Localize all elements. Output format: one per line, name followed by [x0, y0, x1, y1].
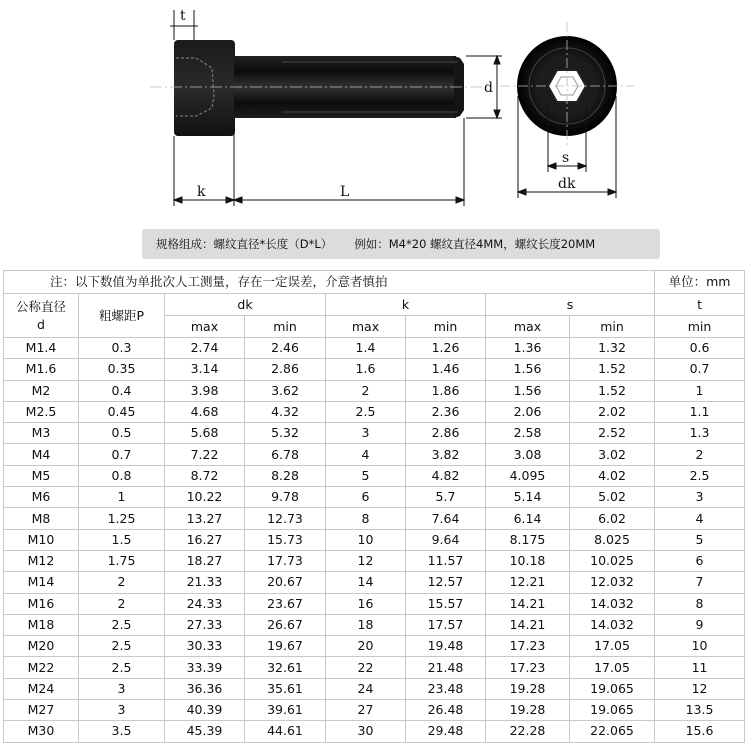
cell-dk-max: 2.74	[165, 338, 245, 359]
cell-dk-max: 27.33	[165, 614, 245, 635]
cell-dk-min: 9.78	[245, 487, 326, 508]
cell-dk-min: 2.86	[245, 359, 326, 380]
cell-s-min: 3.02	[570, 444, 655, 465]
cell-d: M22	[4, 657, 79, 678]
cell-s-min: 6.02	[570, 508, 655, 529]
cell-t-min: 0.7	[655, 359, 745, 380]
subheader-t-min: min	[655, 316, 745, 338]
cell-d: M30	[4, 721, 79, 742]
cell-t-min: 6	[655, 550, 745, 571]
table-row	[4, 614, 745, 635]
cell-k-max: 2.5	[326, 401, 406, 422]
cell-pitch: 2	[79, 593, 165, 614]
cell-s-max: 19.28	[486, 678, 570, 699]
screw-head	[174, 40, 235, 136]
cell-s-min: 14.032	[570, 614, 655, 635]
cell-s-max: 2.58	[486, 423, 570, 444]
label-L: L	[340, 184, 350, 200]
cell-s-min: 5.02	[570, 487, 655, 508]
cell-k-min: 29.48	[406, 721, 486, 742]
cell-k-max: 6	[326, 487, 406, 508]
cell-pitch: 2.5	[79, 614, 165, 635]
cell-dk-max: 45.39	[165, 721, 245, 742]
cell-k-min: 1.46	[406, 359, 486, 380]
cell-s-min: 1.32	[570, 338, 655, 359]
header-s: s	[486, 294, 655, 316]
cell-d: M24	[4, 678, 79, 699]
cell-k-min: 19.48	[406, 636, 486, 657]
cell-d: M2	[4, 380, 79, 401]
cell-dk-max: 16.27	[165, 529, 245, 550]
cell-pitch: 0.7	[79, 444, 165, 465]
cell-pitch: 3	[79, 700, 165, 721]
header-row	[4, 294, 745, 316]
cell-pitch: 2.5	[79, 636, 165, 657]
cell-k-max: 1.6	[326, 359, 406, 380]
cell-k-min: 11.57	[406, 550, 486, 571]
cell-k-min: 15.57	[406, 593, 486, 614]
table-row	[4, 359, 745, 380]
cell-dk-min: 8.28	[245, 465, 326, 486]
cell-d: M14	[4, 572, 79, 593]
cell-d: M2.5	[4, 401, 79, 422]
label-d: d	[484, 80, 493, 96]
cell-s-max: 8.175	[486, 529, 570, 550]
cell-dk-max: 33.39	[165, 657, 245, 678]
cell-dk-min: 2.46	[245, 338, 326, 359]
cell-pitch: 0.3	[79, 338, 165, 359]
cell-dk-min: 6.78	[245, 444, 326, 465]
cell-k-min: 2.36	[406, 401, 486, 422]
cell-pitch: 1.25	[79, 508, 165, 529]
table-row	[4, 721, 745, 742]
label-t: t	[180, 8, 186, 24]
cell-k-min: 1.26	[406, 338, 486, 359]
cell-s-max: 1.56	[486, 359, 570, 380]
cell-d: M16	[4, 593, 79, 614]
cell-t-min: 7	[655, 572, 745, 593]
cell-dk-max: 8.72	[165, 465, 245, 486]
cell-pitch: 2	[79, 572, 165, 593]
cell-d: M27	[4, 700, 79, 721]
cell-pitch: 0.8	[79, 465, 165, 486]
cell-k-max: 3	[326, 423, 406, 444]
cell-s-min: 12.032	[570, 572, 655, 593]
cell-k-max: 14	[326, 572, 406, 593]
screw-end-view	[500, 22, 634, 146]
table-row	[4, 423, 745, 444]
cell-dk-min: 20.67	[245, 572, 326, 593]
subheader-s-max: max	[486, 316, 570, 338]
cell-k-max: 20	[326, 636, 406, 657]
table-row	[4, 550, 745, 571]
cell-dk-max: 10.22	[165, 487, 245, 508]
cell-pitch: 3.5	[79, 721, 165, 742]
cell-s-max: 3.08	[486, 444, 570, 465]
cell-t-min: 8	[655, 593, 745, 614]
table-row	[4, 678, 745, 699]
cell-k-max: 24	[326, 678, 406, 699]
cell-k-max: 10	[326, 529, 406, 550]
cell-d: M18	[4, 614, 79, 635]
spec-caption	[142, 229, 660, 259]
cell-d: M3	[4, 423, 79, 444]
table-row	[4, 700, 745, 721]
cell-k-min: 12.57	[406, 572, 486, 593]
cell-k-max: 1.4	[326, 338, 406, 359]
cell-pitch: 0.35	[79, 359, 165, 380]
cell-k-max: 22	[326, 657, 406, 678]
cell-t-min: 12	[655, 678, 745, 699]
cell-k-min: 5.7	[406, 487, 486, 508]
cell-s-min: 17.05	[570, 657, 655, 678]
cell-s-min: 2.02	[570, 401, 655, 422]
table-row	[4, 508, 745, 529]
cell-dk-min: 3.62	[245, 380, 326, 401]
cell-t-min: 1.1	[655, 401, 745, 422]
cell-dk-max: 36.36	[165, 678, 245, 699]
cell-t-min: 2	[655, 444, 745, 465]
table-row	[4, 465, 745, 486]
subheader-k-min: min	[406, 316, 486, 338]
label-s: s	[562, 150, 570, 166]
cell-k-min: 7.64	[406, 508, 486, 529]
cell-dk-min: 15.73	[245, 529, 326, 550]
spec-format-text: 规格组成：螺纹直径*长度（D*L）	[156, 237, 333, 251]
cell-s-max: 4.095	[486, 465, 570, 486]
cell-pitch: 1	[79, 487, 165, 508]
header-d-line1: 公称直径	[15, 298, 66, 314]
cell-pitch: 0.4	[79, 380, 165, 401]
cell-s-min: 8.025	[570, 529, 655, 550]
cell-s-max: 17.23	[486, 636, 570, 657]
cell-s-min: 4.02	[570, 465, 655, 486]
table-row	[4, 529, 745, 550]
cell-k-max: 12	[326, 550, 406, 571]
cell-t-min: 13.5	[655, 700, 745, 721]
header-nominal-diameter	[4, 294, 79, 338]
cell-t-min: 15.6	[655, 721, 745, 742]
table-row	[4, 444, 745, 465]
cell-dk-min: 32.61	[245, 657, 326, 678]
cell-d: M12	[4, 550, 79, 571]
cell-t-min: 11	[655, 657, 745, 678]
cell-d: M1.6	[4, 359, 79, 380]
cell-d: M10	[4, 529, 79, 550]
cell-k-min: 26.48	[406, 700, 486, 721]
cell-k-min: 3.82	[406, 444, 486, 465]
cell-d: M6	[4, 487, 79, 508]
spec-table	[3, 270, 745, 743]
table-row	[4, 380, 745, 401]
table-row	[4, 636, 745, 657]
header-t: t	[655, 294, 745, 316]
cell-s-min: 1.52	[570, 359, 655, 380]
table-row	[4, 401, 745, 422]
cell-k-max: 18	[326, 614, 406, 635]
table-row	[4, 338, 745, 359]
cell-t-min: 1	[655, 380, 745, 401]
cell-d: M5	[4, 465, 79, 486]
subheader-s-min: min	[570, 316, 655, 338]
cell-k-min: 17.57	[406, 614, 486, 635]
subheader-k-max: max	[326, 316, 406, 338]
cell-d: M20	[4, 636, 79, 657]
subheader-dk-min: min	[245, 316, 326, 338]
cell-s-max: 2.06	[486, 401, 570, 422]
cell-s-max: 5.14	[486, 487, 570, 508]
table-row	[4, 487, 745, 508]
cell-k-max: 8	[326, 508, 406, 529]
cell-dk-min: 44.61	[245, 721, 326, 742]
header-pitch: 粗螺距P	[79, 294, 165, 338]
unit-label: 单位：mm	[655, 271, 745, 294]
cell-dk-min: 23.67	[245, 593, 326, 614]
cell-dk-max: 24.33	[165, 593, 245, 614]
subheader-dk-max: max	[165, 316, 245, 338]
cell-k-min: 4.82	[406, 465, 486, 486]
note-row	[4, 271, 745, 294]
cell-dk-max: 3.14	[165, 359, 245, 380]
cell-d: M4	[4, 444, 79, 465]
cell-t-min: 10	[655, 636, 745, 657]
cell-s-max: 14.21	[486, 593, 570, 614]
cell-d: M8	[4, 508, 79, 529]
cell-s-max: 10.18	[486, 550, 570, 571]
cell-s-min: 2.52	[570, 423, 655, 444]
cell-s-min: 19.065	[570, 678, 655, 699]
cell-s-min: 19.065	[570, 700, 655, 721]
cell-dk-max: 3.98	[165, 380, 245, 401]
table-row	[4, 572, 745, 593]
cell-s-max: 22.28	[486, 721, 570, 742]
cell-s-min: 10.025	[570, 550, 655, 571]
spec-example-text: 例如：M4*20 螺纹直径4MM，螺纹长度20MM	[354, 237, 596, 251]
header-k: k	[326, 294, 486, 316]
cell-t-min: 1.3	[655, 423, 745, 444]
cell-s-max: 1.36	[486, 338, 570, 359]
cell-k-min: 2.86	[406, 423, 486, 444]
cell-dk-max: 18.27	[165, 550, 245, 571]
cell-dk-min: 19.67	[245, 636, 326, 657]
cell-dk-min: 35.61	[245, 678, 326, 699]
cell-k-min: 1.86	[406, 380, 486, 401]
cell-pitch: 0.45	[79, 401, 165, 422]
cell-k-max: 30	[326, 721, 406, 742]
cell-dk-max: 5.68	[165, 423, 245, 444]
cell-t-min: 4	[655, 508, 745, 529]
cell-s-min: 1.52	[570, 380, 655, 401]
cell-dk-max: 4.68	[165, 401, 245, 422]
cell-t-min: 3	[655, 487, 745, 508]
cell-s-min: 14.032	[570, 593, 655, 614]
header-d-line2: d	[37, 316, 45, 332]
cell-dk-max: 13.27	[165, 508, 245, 529]
screw-side-view	[150, 40, 482, 136]
cell-dk-max: 40.39	[165, 700, 245, 721]
cell-dk-max: 21.33	[165, 572, 245, 593]
cell-s-max: 12.21	[486, 572, 570, 593]
cell-pitch: 0.5	[79, 423, 165, 444]
cell-s-min: 17.05	[570, 636, 655, 657]
cell-pitch: 1.5	[79, 529, 165, 550]
header-dk: dk	[165, 294, 326, 316]
cell-pitch: 1.75	[79, 550, 165, 571]
cell-dk-min: 12.73	[245, 508, 326, 529]
cell-k-min: 21.48	[406, 657, 486, 678]
label-dk: dk	[558, 176, 576, 192]
cell-s-max: 14.21	[486, 614, 570, 635]
label-k: k	[197, 184, 206, 200]
measurement-note: 注：以下数值为单批次人工测量，存在一定误差，介意者慎拍	[4, 271, 655, 294]
cell-dk-min: 5.32	[245, 423, 326, 444]
cell-s-min: 22.065	[570, 721, 655, 742]
cell-t-min: 9	[655, 614, 745, 635]
cell-s-max: 17.23	[486, 657, 570, 678]
cell-k-min: 9.64	[406, 529, 486, 550]
cell-k-max: 4	[326, 444, 406, 465]
cell-pitch: 3	[79, 678, 165, 699]
screw-technical-drawing	[0, 0, 750, 222]
cell-dk-max: 7.22	[165, 444, 245, 465]
cell-dk-max: 30.33	[165, 636, 245, 657]
cell-k-max: 27	[326, 700, 406, 721]
cell-dk-min: 17.73	[245, 550, 326, 571]
cell-k-max: 2	[326, 380, 406, 401]
cell-k-max: 5	[326, 465, 406, 486]
cell-t-min: 0.6	[655, 338, 745, 359]
cell-t-min: 2.5	[655, 465, 745, 486]
cell-dk-min: 39.61	[245, 700, 326, 721]
cell-dk-min: 26.67	[245, 614, 326, 635]
table-row	[4, 657, 745, 678]
cell-d: M1.4	[4, 338, 79, 359]
cell-s-max: 1.56	[486, 380, 570, 401]
cell-s-max: 19.28	[486, 700, 570, 721]
cell-dk-min: 4.32	[245, 401, 326, 422]
cell-k-min: 23.48	[406, 678, 486, 699]
table-row	[4, 593, 745, 614]
cell-pitch: 2.5	[79, 657, 165, 678]
cell-k-max: 16	[326, 593, 406, 614]
cell-t-min: 5	[655, 529, 745, 550]
cell-s-max: 6.14	[486, 508, 570, 529]
